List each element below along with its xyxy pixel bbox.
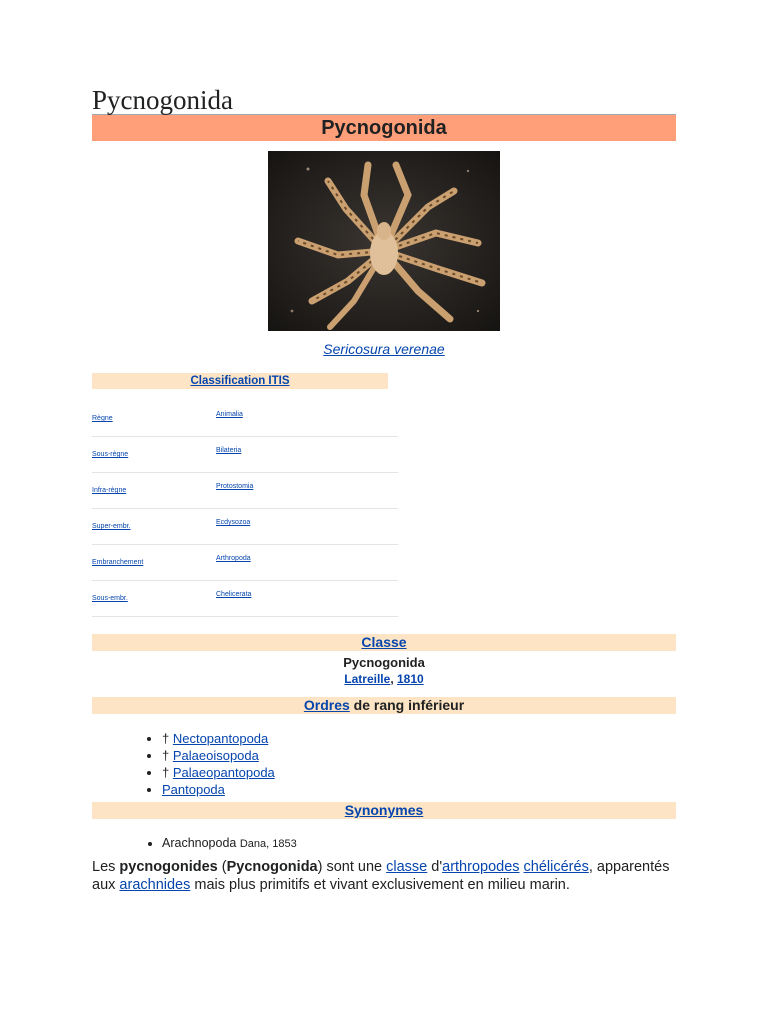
list-item	[162, 730, 676, 747]
arthropodes-link[interactable]: arthropodes	[442, 859, 520, 875]
rank-link[interactable]: Super-embr.	[92, 523, 131, 530]
lead-paragraph	[92, 859, 676, 894]
lead-bold: pycnogonides	[119, 859, 218, 875]
synonymes-link[interactable]: Synonymes	[344, 802, 424, 818]
classe-heading	[92, 634, 676, 651]
taxon-link[interactable]: Animalia	[216, 411, 243, 418]
taxobox-title: Pycnogonida	[92, 115, 676, 141]
order-link[interactable]: Pantopoda	[162, 782, 225, 797]
synonym-name: Arachnopoda	[162, 836, 240, 850]
classification-table	[92, 373, 398, 617]
synonyms-heading	[92, 802, 676, 819]
orders-heading	[92, 697, 676, 714]
author-link[interactable]: Latreille	[344, 672, 391, 686]
synonym-authority: Dana, 1853	[239, 838, 297, 850]
classe-link[interactable]: Classe	[361, 634, 407, 650]
authority-separator: ,	[390, 672, 397, 686]
synonyms-list	[92, 835, 676, 852]
taxon-link[interactable]: Bilateria	[216, 447, 242, 454]
ordres-link[interactable]: Ordres	[303, 697, 350, 713]
list-item	[162, 764, 676, 781]
classification-row	[92, 509, 398, 545]
taxon-link[interactable]: Ecdysozoa	[216, 519, 251, 526]
taxon-link[interactable]: Chelicerata	[216, 591, 252, 598]
rank-link[interactable]: Sous-règne	[92, 451, 129, 458]
taxon-link[interactable]: Arthropoda	[216, 555, 251, 562]
lead-text: mais plus primitifs et vivant exclusivement en milieu marin.	[190, 876, 570, 893]
specimen-photo[interactable]	[268, 151, 500, 331]
order-link[interactable]: Palaeoisopoda	[172, 748, 259, 763]
orders-heading-text: de rang inférieur	[349, 697, 465, 713]
taxobox-image-container	[92, 151, 676, 331]
list-item	[162, 747, 676, 764]
classification-row	[92, 581, 398, 617]
cheliceres-link[interactable]: chélicérés	[523, 859, 589, 875]
rank-link[interactable]: Règne	[92, 415, 113, 422]
image-caption-link[interactable]: Sericosura verenae	[323, 341, 445, 357]
list-item	[162, 781, 676, 798]
image-caption	[92, 341, 676, 359]
lead-text: ) sont une	[317, 859, 387, 875]
extinct-dagger: †	[162, 765, 173, 780]
class-authority	[92, 671, 676, 687]
classification-row	[92, 401, 398, 437]
page-title: Pycnogonida	[92, 86, 676, 115]
lead-text: d'	[427, 859, 443, 875]
classification-row	[92, 545, 398, 581]
lead-text: Les	[92, 859, 120, 875]
orders-list	[92, 730, 676, 798]
taxon-link[interactable]: Protostomia	[216, 483, 254, 490]
extinct-dagger: †	[162, 748, 173, 763]
rank-link[interactable]: Sous-embr.	[92, 595, 128, 602]
lead-bold: Pycnogonida	[226, 859, 318, 875]
rank-link[interactable]: Infra-règne	[92, 487, 127, 494]
classe-article-link[interactable]: classe	[386, 859, 428, 875]
lead-text: (	[217, 859, 227, 875]
rank-link[interactable]: Embranchement	[92, 559, 144, 566]
class-name: Pycnogonida	[343, 655, 425, 670]
classification-itis-link[interactable]: Classification ITIS	[190, 375, 290, 387]
classification-row	[92, 437, 398, 473]
classification-row	[92, 473, 398, 509]
extinct-dagger: †	[162, 731, 173, 746]
lead-text: , apparentés aux	[92, 859, 670, 893]
arachnides-link[interactable]: arachnides	[119, 876, 191, 893]
list-item	[162, 835, 676, 852]
article	[92, 86, 676, 909]
order-link[interactable]: Nectopantopoda	[172, 731, 269, 746]
year-link[interactable]: 1810	[397, 672, 424, 686]
classification-heading	[92, 373, 388, 389]
order-link[interactable]: Palaeopantopoda	[172, 765, 275, 780]
